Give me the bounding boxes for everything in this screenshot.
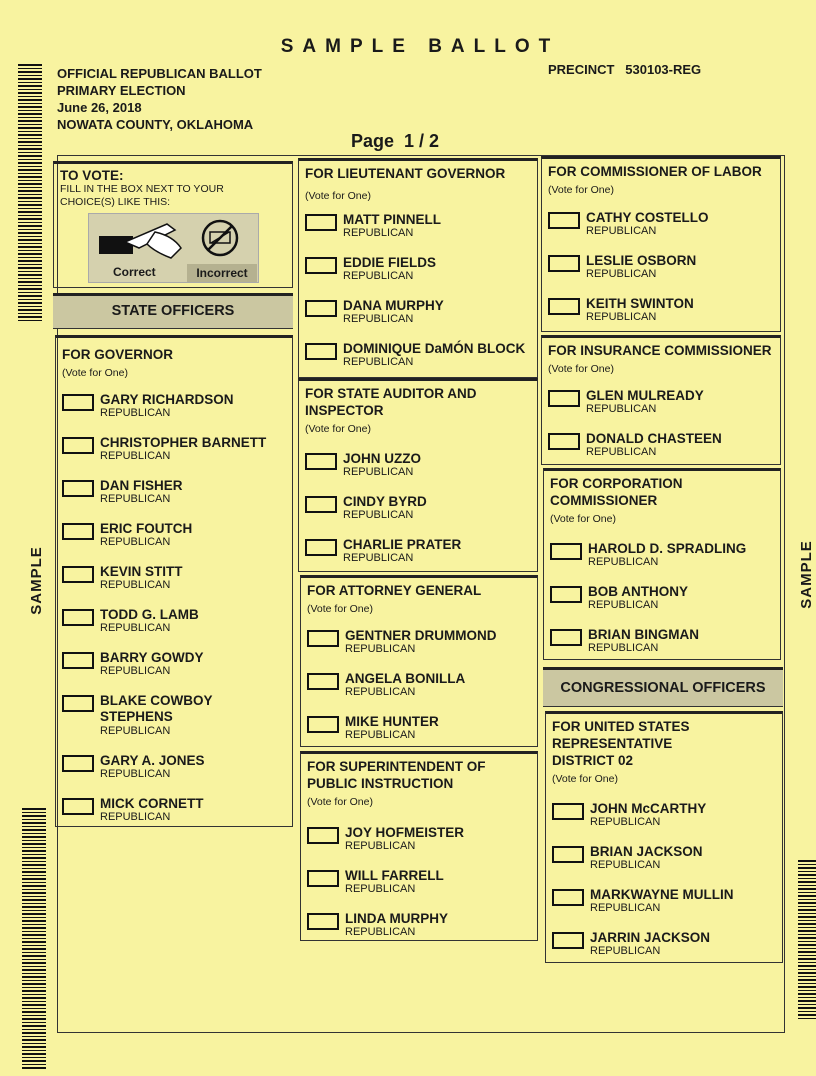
vote-for-one: (Vote for One) (552, 773, 618, 785)
vote-checkbox[interactable] (305, 539, 337, 556)
header-line-county: NOWATA COUNTY, OKLAHOMA (57, 117, 254, 132)
candidate-party: REPUBLICAN (588, 556, 659, 568)
candidate-party: REPUBLICAN (343, 313, 414, 325)
vote-for-one: (Vote for One) (548, 184, 614, 196)
candidate-name: GENTNER DRUMMOND (345, 628, 497, 643)
vote-checkbox[interactable] (548, 390, 580, 407)
vote-for-one: (Vote for One) (305, 423, 371, 435)
vote-checkbox[interactable] (307, 716, 339, 733)
vote-checkbox[interactable] (307, 913, 339, 930)
vote-for-one: (Vote for One) (548, 363, 614, 375)
candidate-name: DANA MURPHY (343, 298, 444, 313)
candidate-name: BLAKE COWBOY STEPHENS (100, 693, 213, 724)
congressional-officers-banner: CONGRESSIONAL OFFICERS (543, 667, 783, 707)
vote-checkbox[interactable] (62, 755, 94, 772)
candidate-party: REPUBLICAN (586, 403, 657, 415)
vote-checkbox[interactable] (552, 846, 584, 863)
candidate-party: REPUBLICAN (345, 643, 416, 655)
vote-checkbox[interactable] (307, 630, 339, 647)
candidate-party: REPUBLICAN (100, 725, 171, 737)
vote-checkbox[interactable] (305, 343, 337, 360)
candidate-name: BRIAN JACKSON (590, 844, 703, 859)
incorrect-label: Incorrect (187, 264, 257, 282)
vote-checkbox[interactable] (305, 453, 337, 470)
candidate-name: BARRY GOWDY (100, 650, 204, 665)
race-title: FOR UNITED STATES REPRESENTATIVE DISTRICT 02 (552, 719, 690, 768)
vote-checkbox[interactable] (548, 212, 580, 229)
candidate-party: REPUBLICAN (586, 446, 657, 458)
candidate-party: REPUBLICAN (345, 883, 416, 895)
page-number: Page 1 / 2 (351, 131, 440, 151)
vote-checkbox[interactable] (552, 803, 584, 820)
vote-checkbox[interactable] (62, 523, 94, 540)
instructions-text: FILL IN THE BOX NEXT TO YOUR CHOICE(S) LIKE THIS: (60, 183, 224, 208)
incorrect-mark-icon (197, 218, 243, 264)
vote-checkbox[interactable] (552, 889, 584, 906)
vote-checkbox[interactable] (62, 695, 94, 712)
vote-for-one: (Vote for One) (307, 796, 373, 808)
candidate-party: REPUBLICAN (100, 768, 171, 780)
side-sample-left: SAMPLE (27, 546, 45, 615)
candidate-name: BRIAN BINGMAN (588, 627, 699, 642)
race-title: FOR SUPERINTENDENT OF PUBLIC INSTRUCTION (307, 759, 486, 791)
candidate-party: REPUBLICAN (343, 356, 414, 368)
candidate-name: CATHY COSTELLO (586, 210, 709, 225)
candidate-party: REPUBLICAN (100, 665, 171, 677)
header-line-election: PRIMARY ELECTION (57, 83, 186, 98)
header-line-party: OFFICIAL REPUBLICAN BALLOT (57, 66, 262, 81)
candidate-party: REPUBLICAN (345, 840, 416, 852)
candidate-name: JOY HOFMEISTER (345, 825, 465, 840)
candidate-name: CHRISTOPHER BARNETT (100, 435, 267, 450)
candidate-name: GARY A. JONES (100, 753, 205, 768)
race-title: FOR CORPORATION COMMISSIONER (550, 476, 683, 508)
candidate-name: MARKWAYNE MULLIN (590, 887, 734, 902)
candidate-name: GLEN MULREADY (586, 388, 704, 403)
race-title: FOR LIEUTENANT GOVERNOR (305, 166, 506, 181)
candidate-party: REPUBLICAN (100, 579, 171, 591)
candidate-name: MIKE HUNTER (345, 714, 439, 729)
candidate-party: REPUBLICAN (343, 227, 414, 239)
candidate-party: REPUBLICAN (345, 686, 416, 698)
vote-checkbox[interactable] (550, 586, 582, 603)
vote-checkbox[interactable] (305, 300, 337, 317)
vote-for-one: (Vote for One) (550, 513, 616, 525)
candidate-party: REPUBLICAN (100, 536, 171, 548)
candidate-name: DAN FISHER (100, 478, 183, 493)
candidate-name: KEVIN STITT (100, 564, 183, 579)
candidate-party: REPUBLICAN (100, 450, 171, 462)
barcode-bottom-left (22, 808, 46, 1070)
race-corporation-commissioner (543, 468, 781, 660)
instructions-box (53, 161, 293, 288)
candidate-name: LINDA MURPHY (345, 911, 448, 926)
candidate-party: REPUBLICAN (590, 859, 661, 871)
vote-checkbox[interactable] (307, 870, 339, 887)
race-insurance-commissioner (541, 335, 781, 465)
vote-for-one: (Vote for One) (305, 190, 371, 202)
candidate-party: REPUBLICAN (343, 270, 414, 282)
vote-checkbox[interactable] (62, 798, 94, 815)
race-attorney-general (300, 575, 538, 747)
vote-checkbox[interactable] (305, 496, 337, 513)
candidate-name: CHARLIE PRATER (343, 537, 462, 552)
candidate-name: JOHN McCARTHY (590, 801, 707, 816)
barcode-top-left (18, 64, 42, 322)
candidate-party: REPUBLICAN (590, 945, 661, 957)
candidate-party: REPUBLICAN (343, 509, 414, 521)
candidate-name: ANGELA BONILLA (345, 671, 466, 686)
correct-mark-icon (95, 218, 185, 268)
candidate-name: MICK CORNETT (100, 796, 204, 811)
candidate-name: TODD G. LAMB (100, 607, 199, 622)
candidate-party: REPUBLICAN (100, 622, 171, 634)
vote-checkbox[interactable] (548, 433, 580, 450)
vote-checkbox[interactable] (552, 932, 584, 949)
vote-checkbox[interactable] (305, 257, 337, 274)
ballot-header (57, 65, 262, 133)
vote-checkbox[interactable] (548, 298, 580, 315)
race-title: FOR ATTORNEY GENERAL (307, 583, 482, 598)
candidate-party: REPUBLICAN (588, 599, 659, 611)
race-title: FOR COMMISSIONER OF LABOR (548, 164, 762, 179)
barcode-bottom-right (798, 860, 816, 1020)
candidate-name: BOB ANTHONY (588, 584, 688, 599)
race-us-representative (545, 711, 783, 963)
candidate-name: GARY RICHARDSON (100, 392, 234, 407)
candidate-name: JOHN UZZO (343, 451, 422, 466)
candidate-party: REPUBLICAN (100, 407, 171, 419)
voting-example (88, 213, 259, 283)
vote-checkbox[interactable] (62, 437, 94, 454)
candidate-name: LESLIE OSBORN (586, 253, 697, 268)
candidate-party: REPUBLICAN (345, 729, 416, 741)
candidate-party: REPUBLICAN (590, 816, 661, 828)
candidate-name: KEITH SWINTON (586, 296, 694, 311)
correct-label: Correct (113, 265, 156, 279)
ballot-title: SAMPLE BALLOT (280, 36, 560, 57)
candidate-party: REPUBLICAN (586, 225, 657, 237)
vote-checkbox[interactable] (305, 214, 337, 231)
race-lieutenant-governor (298, 158, 538, 378)
race-title: FOR INSURANCE COMMISSIONER (548, 343, 772, 358)
candidate-name: MATT PINNELL (343, 212, 441, 227)
candidate-party: REPUBLICAN (100, 811, 171, 823)
vote-checkbox[interactable] (62, 394, 94, 411)
candidate-name: ERIC FOUTCH (100, 521, 193, 536)
candidate-party: REPUBLICAN (590, 902, 661, 914)
candidate-party: REPUBLICAN (343, 552, 414, 564)
candidate-name: DOMINIQUE DaMÓN BLOCK (343, 341, 526, 356)
candidate-party: REPUBLICAN (586, 268, 657, 280)
race-governor (55, 335, 293, 827)
vote-checkbox[interactable] (307, 673, 339, 690)
race-state-auditor (298, 378, 538, 572)
vote-for-one: (Vote for One) (307, 603, 373, 615)
vote-for-one: (Vote for One) (62, 367, 128, 379)
vote-checkbox[interactable] (307, 827, 339, 844)
vote-checkbox[interactable] (62, 609, 94, 626)
candidate-party: REPUBLICAN (100, 493, 171, 505)
race-commissioner-of-labor (541, 156, 781, 332)
vote-checkbox[interactable] (62, 652, 94, 669)
header-line-date: June 26, 2018 (57, 100, 142, 115)
vote-checkbox[interactable] (548, 255, 580, 272)
race-title: FOR STATE AUDITOR AND INSPECTOR (305, 386, 477, 418)
race-title: FOR GOVERNOR (62, 347, 174, 362)
candidate-name: CINDY BYRD (343, 494, 427, 509)
vote-checkbox[interactable] (550, 629, 582, 646)
candidate-name: EDDIE FIELDS (343, 255, 437, 270)
candidate-party: REPUBLICAN (345, 926, 416, 938)
candidate-name: WILL FARRELL (345, 868, 444, 883)
candidate-name: DONALD CHASTEEN (586, 431, 722, 446)
candidate-name: JARRIN JACKSON (590, 930, 711, 945)
precinct-label: PRECINCT 530103-REG (548, 62, 702, 77)
race-superintendent (300, 751, 538, 941)
candidate-name: HAROLD D. SPRADLING (588, 541, 747, 556)
vote-checkbox[interactable] (62, 566, 94, 583)
vote-checkbox[interactable] (550, 543, 582, 560)
candidate-party: REPUBLICAN (588, 642, 659, 654)
candidate-party: REPUBLICAN (586, 311, 657, 323)
candidate-party: REPUBLICAN (343, 466, 414, 478)
vote-checkbox[interactable] (62, 480, 94, 497)
side-sample-right: SAMPLE (797, 540, 815, 609)
instructions-title: TO VOTE: (60, 168, 124, 183)
state-officers-banner: STATE OFFICERS (53, 293, 293, 329)
